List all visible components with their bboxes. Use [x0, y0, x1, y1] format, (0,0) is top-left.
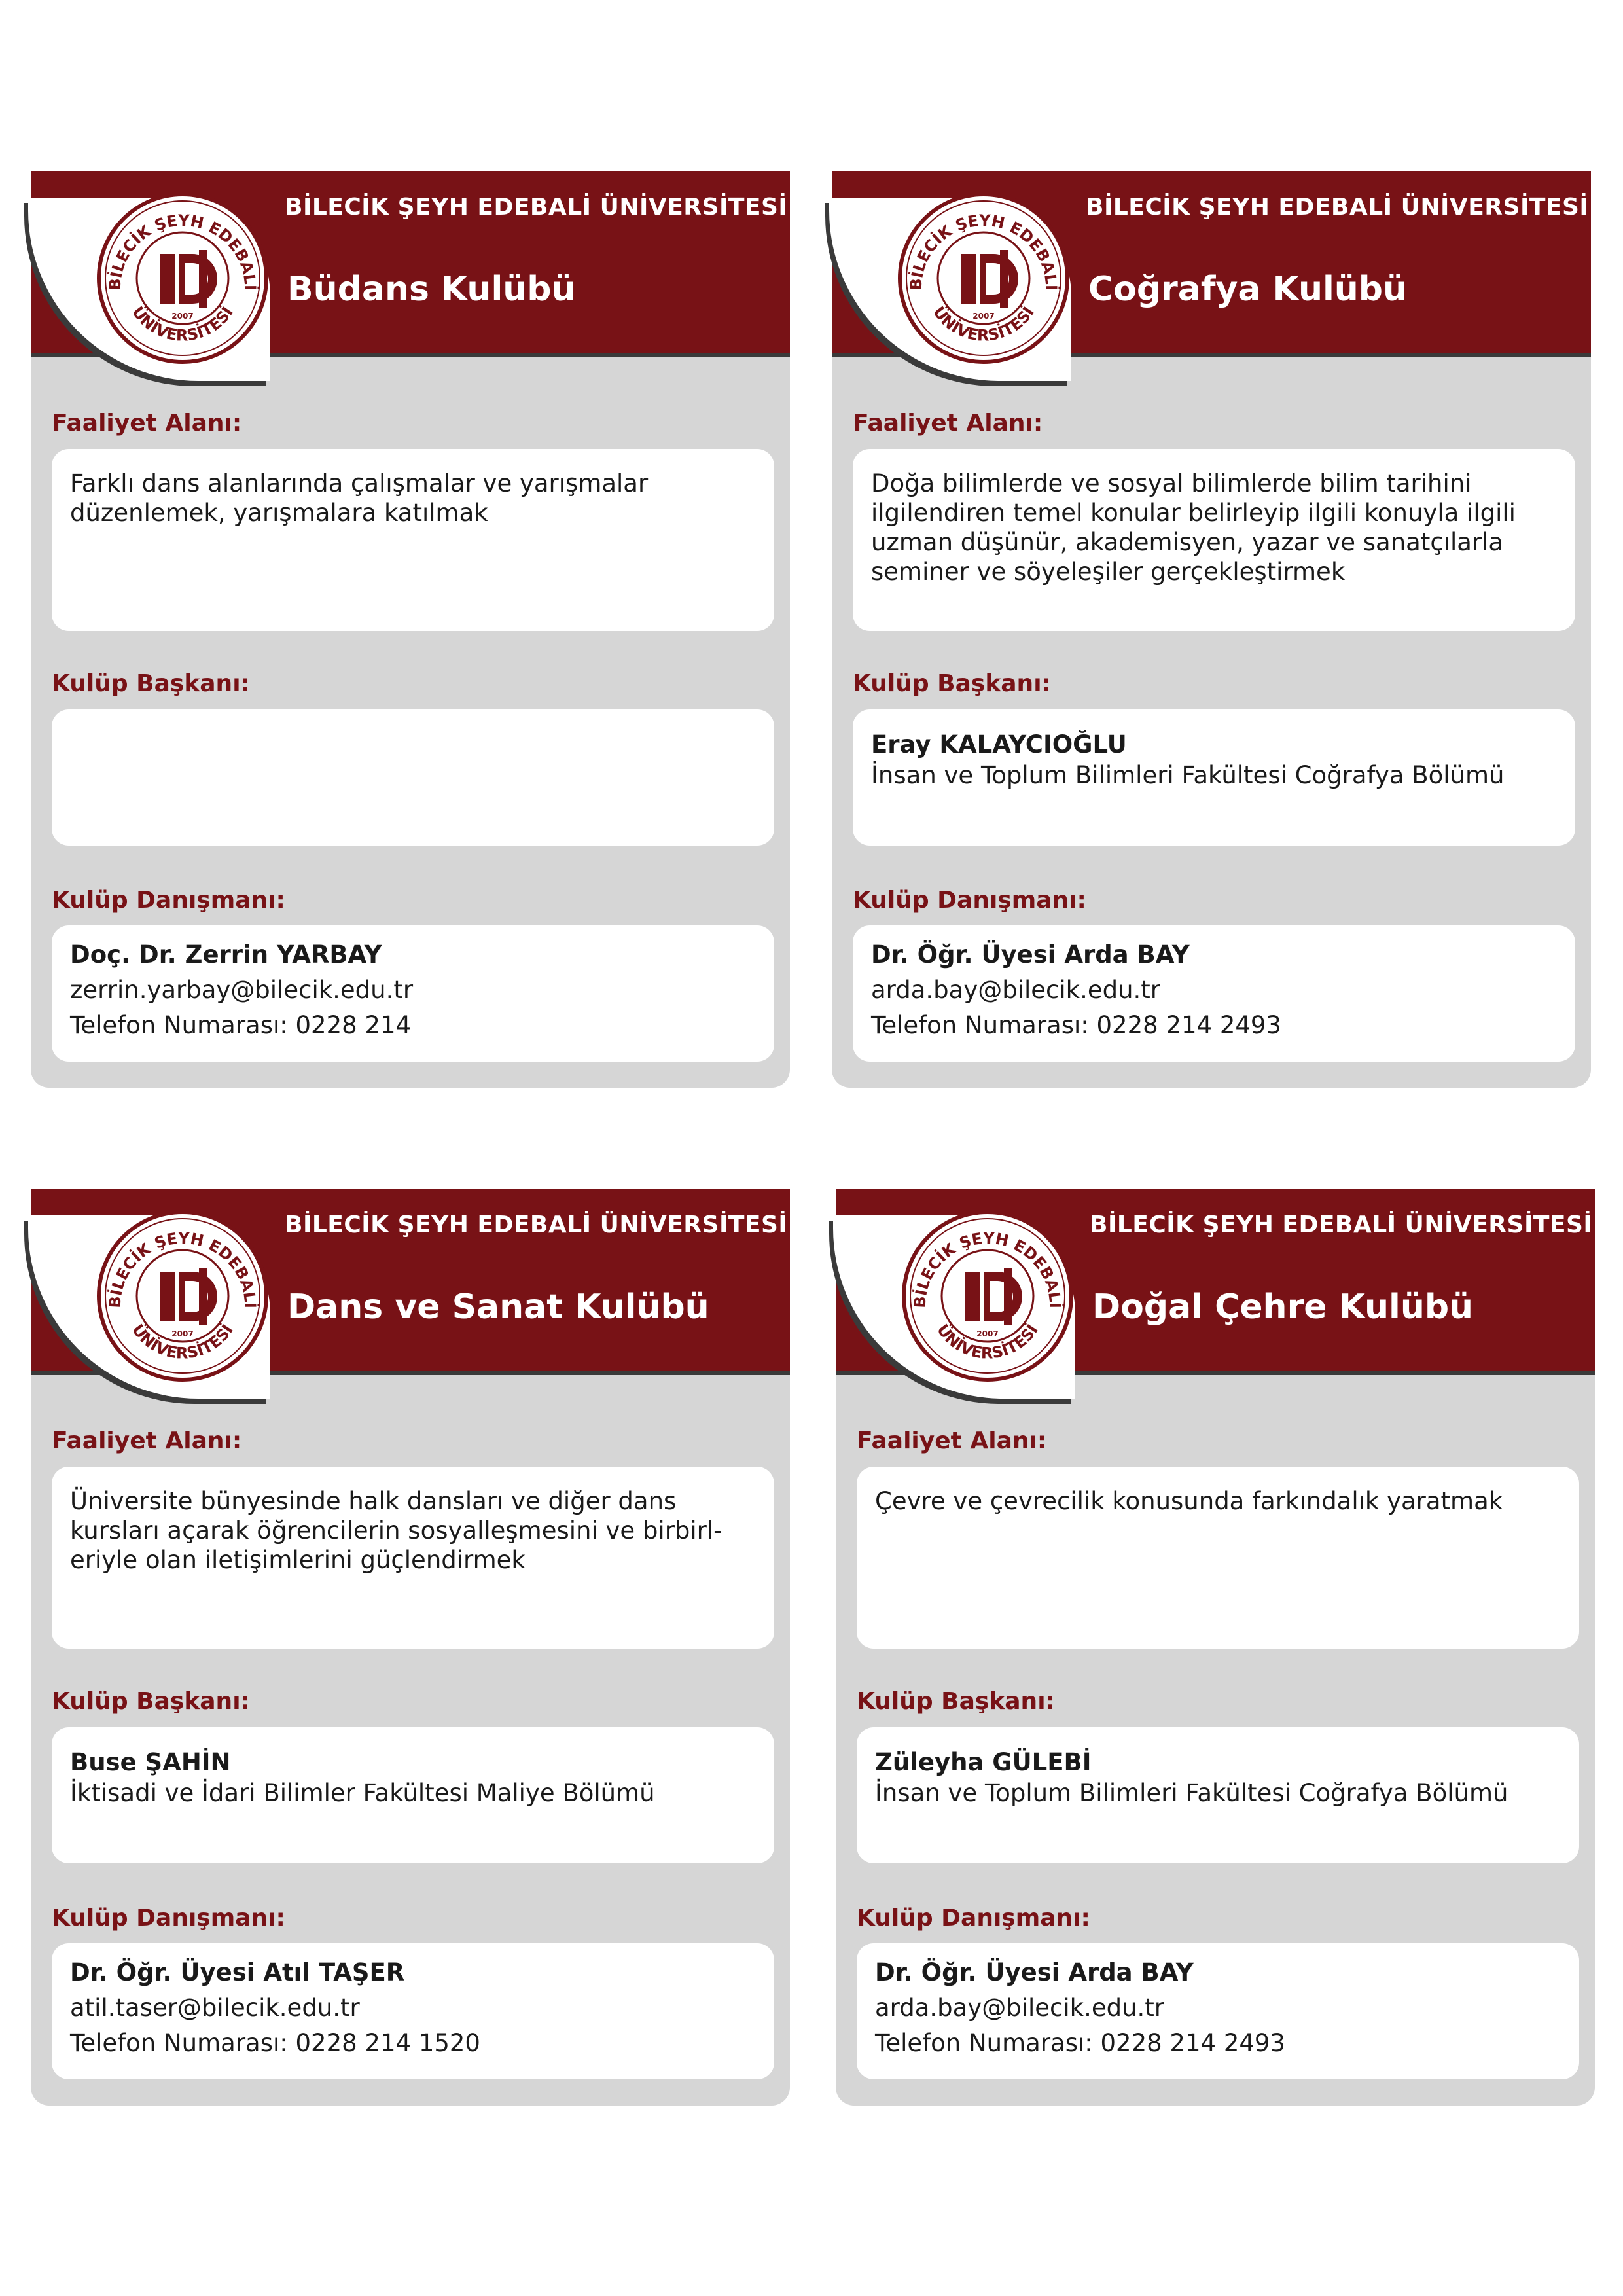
advisor-label: Kulüp Danışmanı: — [52, 887, 285, 914]
advisor-phone: Telefon Numarası: 0228 214 1520 — [70, 2029, 480, 2057]
svg-text:BİLECİK ŞEYH EDEBALİ: BİLECİK ŞEYH EDEBALİ — [105, 1229, 260, 1309]
club-name: Coğrafya Kulübü — [1088, 270, 1408, 309]
svg-text:ÜNİVERSİTESİ: ÜNİVERSİTESİ — [128, 1321, 237, 1363]
advisor-box — [857, 1943, 1579, 2079]
university-name: BİLECİK ŞEYH EDEBALİ ÜNİVERSİTESİ — [285, 194, 788, 221]
club-card — [31, 171, 790, 1088]
president-label: Kulüp Başkanı: — [52, 1688, 250, 1715]
activity-box — [52, 449, 774, 631]
president-department: İnsan ve Toplum Bilimleri Fakültesi Coğrafya Bölümü — [875, 1779, 1508, 1807]
president-label: Kulüp Başkanı: — [52, 670, 250, 697]
president-box — [52, 1727, 774, 1863]
club-card — [31, 1189, 790, 2106]
advisor-phone: Telefon Numarası: 0228 214 — [70, 1011, 412, 1039]
activity-text: Farklı dans alanlarında çalışmalar ve yarışmalar düzenlemek, yarışmalara katılmak — [70, 469, 649, 527]
advisor-phone: Telefon Numarası: 0228 214 2493 — [871, 1011, 1281, 1039]
activity-box — [853, 449, 1575, 631]
activity-label: Faaliyet Alanı: — [853, 410, 1043, 437]
svg-text:BİLECİK ŞEYH EDEBALİ: BİLECİK ŞEYH EDEBALİ — [105, 211, 260, 291]
activity-text: Çevre ve çevrecilik konusunda farkındalık yaratmak — [875, 1487, 1503, 1515]
advisor-name: Dr. Öğr. Üyesi Arda BAY — [871, 941, 1190, 969]
svg-text:ÜNİVERSİTESİ: ÜNİVERSİTESİ — [128, 303, 237, 345]
advisor-box — [853, 925, 1575, 1062]
university-name: BİLECİK ŞEYH EDEBALİ ÜNİVERSİTESİ — [1090, 1211, 1593, 1238]
activity-label: Faaliyet Alanı: — [52, 410, 242, 437]
university-name: BİLECİK ŞEYH EDEBALİ ÜNİVERSİTESİ — [1086, 194, 1589, 221]
activity-box — [52, 1467, 774, 1649]
club-name: Dans ve Sanat Kulübü — [287, 1287, 709, 1327]
advisor-label: Kulüp Danışmanı: — [857, 1905, 1090, 1931]
advisor-email[interactable]: arda.bay@bilecik.edu.tr — [875, 1994, 1165, 2022]
advisor-email[interactable]: arda.bay@bilecik.edu.tr — [871, 976, 1161, 1004]
club-name: Doğal Çehre Kulübü — [1092, 1287, 1474, 1327]
activity-text: Üniversite bünyesinde halk dansları ve diğer dans kursları açarak öğrencilerin sosyalleşmesini ve birbirl-eriyle olan iletişimlerini güçlendirmek — [70, 1487, 722, 1574]
svg-text:ÜNİVERSİTESİ: ÜNİVERSİTESİ — [929, 303, 1038, 345]
svg-text:2007: 2007 — [171, 312, 194, 321]
activity-label: Faaliyet Alanı: — [52, 1427, 242, 1454]
president-label: Kulüp Başkanı: — [853, 670, 1051, 697]
club-card — [832, 171, 1591, 1088]
university-logo-icon — [94, 1208, 271, 1384]
president-department: İnsan ve Toplum Bilimleri Fakültesi Coğrafya Bölümü — [871, 761, 1505, 789]
svg-text:BİLECİK ŞEYH EDEBALİ: BİLECİK ŞEYH EDEBALİ — [906, 211, 1061, 291]
advisor-box — [52, 1943, 774, 2079]
president-department: İktisadi ve İdari Bilimler Fakültesi Maliye Bölümü — [70, 1779, 655, 1807]
president-box — [52, 709, 774, 846]
university-logo-icon — [895, 190, 1072, 367]
svg-text:2007: 2007 — [976, 1329, 999, 1338]
advisor-name: Dr. Öğr. Üyesi Atıl TAŞER — [70, 1958, 405, 1986]
activity-box — [857, 1467, 1579, 1649]
university-logo-icon — [94, 190, 271, 367]
president-name: Buse ŞAHİN — [70, 1748, 231, 1776]
advisor-name: Doç. Dr. Zerrin YARBAY — [70, 941, 382, 969]
club-card — [836, 1189, 1595, 2106]
svg-text:2007: 2007 — [171, 1329, 194, 1338]
president-label: Kulüp Başkanı: — [857, 1688, 1055, 1715]
university-logo-icon — [899, 1208, 1076, 1384]
president-name: Eray KALAYCIOĞLU — [871, 730, 1127, 759]
activity-label: Faaliyet Alanı: — [857, 1427, 1047, 1454]
university-name: BİLECİK ŞEYH EDEBALİ ÜNİVERSİTESİ — [285, 1211, 788, 1238]
president-box — [853, 709, 1575, 846]
svg-text:2007: 2007 — [972, 312, 995, 321]
advisor-email[interactable]: atil.taser@bilecik.edu.tr — [70, 1994, 360, 2022]
svg-text:BİLECİK ŞEYH EDEBALİ: BİLECİK ŞEYH EDEBALİ — [910, 1229, 1065, 1309]
activity-text: Doğa bilimlerde ve sosyal bilimlerde bilim tarihini ilgilendiren temel konular belirleyip ilgili konuyla ilgili uzman düşünür, akademisyen, yazar ve sanatçılarla seminer ve söyeleşiler gerçekleştirmek — [871, 469, 1516, 586]
svg-text:ÜNİVERSİTESİ: ÜNİVERSİTESİ — [933, 1321, 1042, 1363]
advisor-label: Kulüp Danışmanı: — [853, 887, 1086, 914]
club-name: Büdans Kulübü — [287, 270, 576, 309]
advisor-label: Kulüp Danışmanı: — [52, 1905, 285, 1931]
advisor-box — [52, 925, 774, 1062]
president-box — [857, 1727, 1579, 1863]
advisor-name: Dr. Öğr. Üyesi Arda BAY — [875, 1958, 1194, 1986]
advisor-email[interactable]: zerrin.yarbay@bilecik.edu.tr — [70, 976, 414, 1004]
advisor-phone: Telefon Numarası: 0228 214 2493 — [875, 2029, 1285, 2057]
president-name: Züleyha GÜLEBİ — [875, 1748, 1092, 1776]
